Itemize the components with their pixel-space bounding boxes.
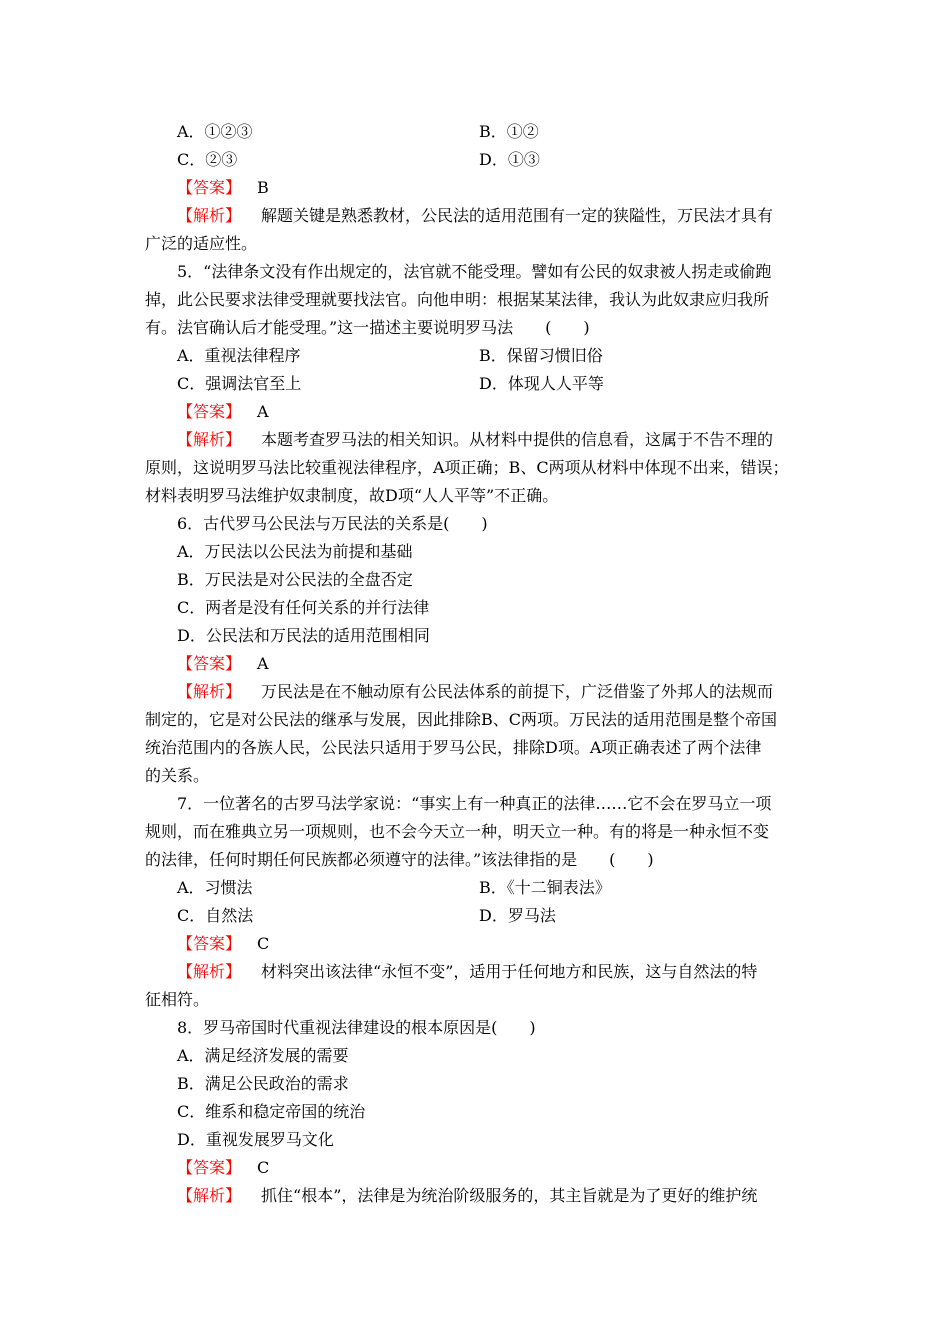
- q6-analysis-text: 万民法是在不触动原有公民法体系的前提下，广泛借鉴了外邦人的法规而: [261, 682, 774, 701]
- analysis-tag: 【解析】: [177, 206, 242, 225]
- q4-answer-line: [177, 174, 269, 202]
- q6-analysis-line-4: 的关系。: [145, 766, 210, 785]
- q7-analysis-text: 材料突出该法律“永恒不变”，适用于任何地方和民族，这与自然法的特: [261, 962, 758, 981]
- analysis-tag: 【解析】: [177, 962, 242, 981]
- answer-tag: 【答案】: [177, 402, 242, 421]
- q8-option-d: D．重视发展罗马文化: [177, 1130, 334, 1149]
- q6-answer-line: [177, 650, 269, 678]
- q6-stem: 6．古代罗马公民法与万民法的关系是( ): [177, 514, 488, 533]
- q4-option-c: C．②③: [177, 150, 238, 169]
- analysis-tag: 【解析】: [177, 682, 242, 701]
- q7-analysis-line-1: [177, 958, 757, 986]
- q4-option-b: B．①②: [479, 122, 539, 141]
- q6-option-b: B．万民法是对公民法的全盘否定: [177, 570, 413, 589]
- q6-analysis-line-1: [177, 678, 773, 706]
- q8-analysis-text: 抓住“根本”，法律是为统治阶级服务的，其主旨就是为了更好的维护统: [261, 1186, 758, 1205]
- q7-option-b: B．《十二铜表法》: [479, 878, 611, 897]
- q5-stem-line-2: 掉，此公民要求法律受理就要找法官。向他申明：根据某某法律，我认为此奴隶应归我所: [145, 290, 770, 309]
- q4-analysis-line-1: [177, 202, 773, 230]
- q5-analysis-text: 本题考查罗马法的相关知识。从材料中提供的信息看，这属于不告不理的: [261, 430, 774, 449]
- analysis-tag: 【解析】: [177, 430, 242, 449]
- q7-answer-line: [177, 930, 269, 958]
- q5-analysis-line-1: [177, 426, 773, 454]
- q7-stem-line-1: 7．一位著名的古罗马法学家说：“事实上有一种真正的法律……它不会在罗马立一项: [177, 794, 772, 813]
- q4-answer: B: [257, 178, 269, 197]
- q6-analysis-line-2: 制定的，它是对公民法的继承与发展，因此排除B、C两项。万民法的适用范围是整个帝国: [145, 710, 778, 729]
- analysis-tag: 【解析】: [177, 1186, 242, 1205]
- q5-analysis-line-3: 材料表明罗马法维护奴隶制度，故D项“人人平等”不正确。: [145, 486, 559, 505]
- q8-option-c: C．维系和稳定帝国的统治: [177, 1102, 366, 1121]
- q8-answer-line: [177, 1154, 269, 1182]
- q5-option-d: D．体现人人平等: [479, 374, 604, 393]
- answer-tag: 【答案】: [177, 1158, 242, 1177]
- q5-answer: A: [257, 402, 269, 421]
- answer-tag: 【答案】: [177, 934, 242, 953]
- q8-option-b: B．满足公民政治的需求: [177, 1074, 349, 1093]
- q4-analysis-line-2: 广泛的适应性。: [145, 234, 258, 253]
- q5-option-a: A．重视法律程序: [177, 346, 301, 365]
- q7-stem-line-3: 的法律，任何时期任何民族都必须遵守的法律。”该法律指的是 ( ): [145, 850, 654, 869]
- q4-option-d: D．①③: [479, 150, 540, 169]
- q8-answer: C: [257, 1158, 270, 1177]
- q5-option-b: B．保留习惯旧俗: [479, 346, 603, 365]
- q4-analysis-text: 解题关键是熟悉教材，公民法的适用范围有一定的狭隘性，万民法才具有: [261, 206, 774, 225]
- q7-stem-line-2: 规则，而在雅典立另一项规则，也不会今天立一种，明天立一种。有的将是一种永恒不变: [145, 822, 770, 841]
- q5-stem-line-3: 有。法官确认后才能受理。”这一描述主要说明罗马法 ( ): [145, 318, 590, 337]
- q5-stem-line-1: 5．“法律条文没有作出规定的，法官就不能受理。譬如有公民的奴隶被人拐走或偷跑: [177, 262, 772, 281]
- q6-option-d: D．公民法和万民法的适用范围相同: [177, 626, 430, 645]
- q6-answer: A: [257, 654, 269, 673]
- q4-option-a: A．①②③: [177, 122, 253, 141]
- q8-analysis-line-1: [177, 1182, 757, 1210]
- q7-answer: C: [257, 934, 270, 953]
- q6-option-a: A．万民法以公民法为前提和基础: [177, 542, 413, 561]
- answer-tag: 【答案】: [177, 178, 242, 197]
- q7-option-c: C．自然法: [177, 906, 254, 925]
- q7-analysis-line-2: 征相符。: [145, 990, 210, 1009]
- q5-analysis-line-2: 原则，这说明罗马法比较重视法律程序，A项正确；B、C两项从材料中体现不出来，错误；: [145, 458, 789, 477]
- q6-analysis-line-3: 统治范围内的各族人民，公民法只适用于罗马公民，排除D项。A项正确表述了两个法律: [145, 738, 762, 757]
- q5-answer-line: [177, 398, 269, 426]
- q6-option-c: C．两者是没有任何关系的并行法律: [177, 598, 430, 617]
- q8-option-a: A．满足经济发展的需要: [177, 1046, 349, 1065]
- q5-option-c: C．强调法官至上: [177, 374, 302, 393]
- q7-option-d: D．罗马法: [479, 906, 556, 925]
- answer-tag: 【答案】: [177, 654, 242, 673]
- q7-option-a: A．习惯法: [177, 878, 253, 897]
- q8-stem: 8．罗马帝国时代重视法律建设的根本原因是( ): [177, 1018, 536, 1037]
